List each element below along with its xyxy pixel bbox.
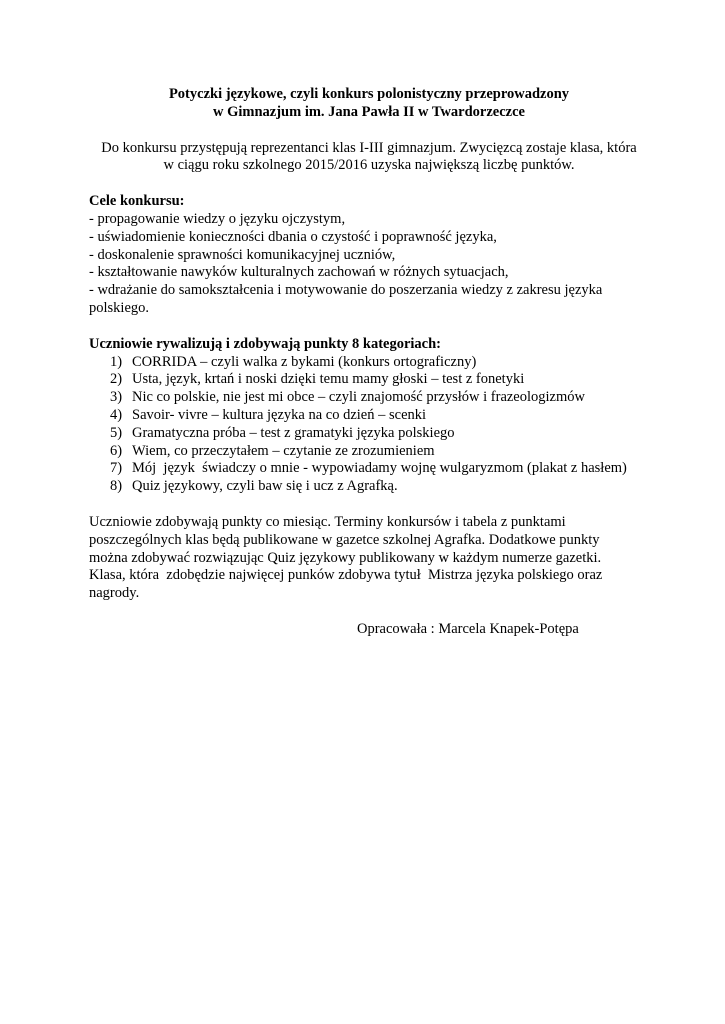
category-number: 5) <box>110 424 123 441</box>
document-page <box>89 86 649 639</box>
intro-line-2: w ciągu roku szkolnego 2015/2016 uzyska największą liczbę punktów. <box>163 157 575 174</box>
category-item <box>110 478 649 496</box>
category-item <box>110 443 649 461</box>
category-text: Savoir- vivre – kultura języka na co dzień – scenki <box>132 406 427 423</box>
goals-section <box>89 193 649 318</box>
category-number: 7) <box>110 460 123 477</box>
category-number: 2) <box>110 371 123 388</box>
category-number: 1) <box>110 353 123 370</box>
category-item <box>110 425 649 443</box>
title-line-2: w Gimnazjum im. Jana Pawła II w Twardorzeczce <box>213 103 525 120</box>
categories-section <box>89 336 649 496</box>
document-title <box>89 86 649 122</box>
category-text: Gramatyczna próba – test z gramatyki języka polskiego <box>132 424 455 441</box>
category-text: Mój język świadczy o mnie - wypowiadamy wojnę wulgaryzmom (plakat z hasłem) <box>132 460 627 477</box>
category-item <box>110 389 649 407</box>
goal-item: - propagowanie wiedzy o języku ojczystym, <box>89 210 346 227</box>
category-number: 6) <box>110 442 123 459</box>
categories-list <box>89 354 649 496</box>
goal-item: - wdrażanie do samokształcenia i motywowanie do poszerzania wiedzy z zakresu języka <box>89 282 603 299</box>
category-number: 4) <box>110 406 123 423</box>
intro-paragraph <box>89 140 649 176</box>
category-number: 3) <box>110 389 123 406</box>
category-item <box>110 407 649 425</box>
category-number: 8) <box>110 478 123 495</box>
category-text: Usta, język, krtań i noski dzięki temu mamy głoski – test z fonetyki <box>132 371 525 388</box>
goals-heading: Cele konkursu: <box>89 193 185 210</box>
goal-item-continuation: polskiego. <box>89 299 150 316</box>
intro-line-1: Do konkursu przystępują reprezentanci klas I-III gimnazjum. Zwycięzcą zostaje klasa, która <box>101 139 637 156</box>
category-text: Nic co polskie, nie jest mi obce – czyli znajomość przysłów i frazeologizmów <box>132 389 585 406</box>
category-text: Quiz językowy, czyli baw się i ucz z Agrafką. <box>132 478 398 495</box>
outro-line: można zdobywać rozwiązując Quiz językowy publikowany w każdym numerze gazetki. <box>89 549 602 566</box>
outro-line: Klasa, która zdobędzie najwięcej punków zdobywa tytuł Mistrza języka polskiego oraz <box>89 567 603 584</box>
author-signature: Opracowała : Marcela Knapek-Potępa <box>357 620 579 637</box>
category-item <box>110 460 649 478</box>
categories-heading: Uczniowie rywalizują i zdobywają punkty 8 kategoriach: <box>89 335 442 352</box>
outro-line: Uczniowie zdobywają punkty co miesiąc. Terminy konkursów i tabela z punktami <box>89 513 566 530</box>
category-item <box>110 371 649 389</box>
outro-paragraph <box>89 514 649 603</box>
category-text: CORRIDA – czyli walka z bykami (konkurs ortograficzny) <box>132 353 477 370</box>
outro-line: nagrody. <box>89 585 140 602</box>
category-item <box>110 354 649 372</box>
goal-item: - doskonalenie sprawności komunikacyjnej uczniów, <box>89 246 396 263</box>
title-line-1: Potyczki językowe, czyli konkurs polonistyczny przeprowadzony <box>168 86 570 102</box>
goal-item: - uświadomienie konieczności dbania o czystość i poprawność języka, <box>89 228 497 245</box>
category-text: Wiem, co przeczytałem – czytanie ze zrozumieniem <box>132 442 435 459</box>
goal-item: - kształtowanie nawyków kulturalnych zachowań w różnych sytuacjach, <box>89 264 509 281</box>
outro-line: poszczególnych klas będą publikowane w gazetce szkolnej Agrafka. Dodatkowe punkty <box>89 531 600 548</box>
